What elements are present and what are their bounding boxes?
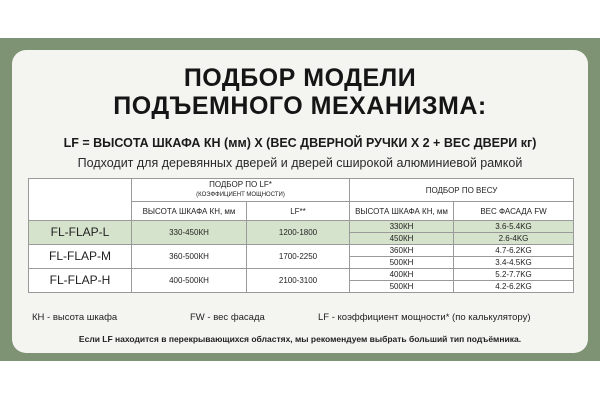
title-line-1: ПОДБОР МОДЕЛИ — [183, 64, 417, 92]
col-header-weight: ВЕС ФАСАДА FW — [454, 202, 574, 221]
group-header-lf-sub: (КОЭФФИЦИЕНТ МОЩНОСТИ) — [196, 192, 285, 198]
info-card — [12, 50, 588, 353]
col-header-height-2: ВЫСОТА ШКАФА КН, мм — [350, 202, 454, 221]
weight-height: 400КН — [350, 269, 454, 281]
subtitle: Подходит для деревянных дверей и дверей сширокой алюминиевой рамкой — [77, 156, 523, 170]
recommendation-note: Если LF находится в перекрывающихся областях, мы рекомендуем выбрать больший тип подъёмника. — [78, 334, 522, 344]
model-height-range: 400-500КН — [132, 269, 247, 293]
weight-range: 2.6-4KG — [454, 233, 574, 245]
weight-height: 330КН — [350, 221, 454, 233]
weight-height: 500КН — [350, 281, 454, 293]
model-name: FL-FLAP-H — [29, 269, 132, 293]
model-height-range: 360-500КН — [132, 245, 247, 269]
col-header-height: ВЫСОТА ШКАФА КН, мм — [132, 202, 247, 221]
table-row — [29, 221, 574, 233]
weight-range: 4.7-6.2KG — [454, 245, 574, 257]
weight-height: 450КН — [350, 233, 454, 245]
model-name: FL-FLAP-L — [29, 221, 132, 245]
legend-fw: FW - вес фасада — [190, 312, 265, 323]
table-row — [29, 245, 574, 257]
weight-range: 3.4-4.5KG — [454, 257, 574, 269]
selection-table — [28, 178, 574, 293]
model-lf-range: 2100-3100 — [247, 269, 350, 293]
weight-range: 4.2-6.2KG — [454, 281, 574, 293]
title-line-2: ПОДЪЕМНОГО МЕХАНИЗМА: — [113, 92, 487, 120]
weight-range: 5.2-7.7KG — [454, 269, 574, 281]
model-height-range: 330-450КН — [132, 221, 247, 245]
empty-header-cell — [29, 179, 132, 221]
legend-lf: LF - коэффициент мощности* (по калькулятору) — [318, 312, 531, 323]
weight-range: 3.6-5.4KG — [454, 221, 574, 233]
group-header-lf-label: ПОДБОР ПО LF* — [209, 180, 272, 189]
group-header-lf — [132, 179, 350, 202]
weight-height: 500КН — [350, 257, 454, 269]
weight-height: 360КН — [350, 245, 454, 257]
model-lf-range: 1200-1800 — [247, 221, 350, 245]
lf-formula: LF = ВЫСОТА ШКАФА КН (мм) Х (ВЕС ДВЕРНОЙ РУЧКИ Х 2 + ВЕС ДВЕРИ кг) — [63, 136, 537, 150]
group-header-weight: ПОДБОР ПО ВЕСУ — [350, 179, 574, 202]
model-name: FL-FLAP-M — [29, 245, 132, 269]
model-lf-range: 1700-2250 — [247, 245, 350, 269]
table-row — [29, 269, 574, 281]
green-frame — [0, 38, 600, 361]
legend-kh: КН - высота шкафа — [32, 312, 118, 323]
col-header-lf: LF** — [247, 202, 350, 221]
